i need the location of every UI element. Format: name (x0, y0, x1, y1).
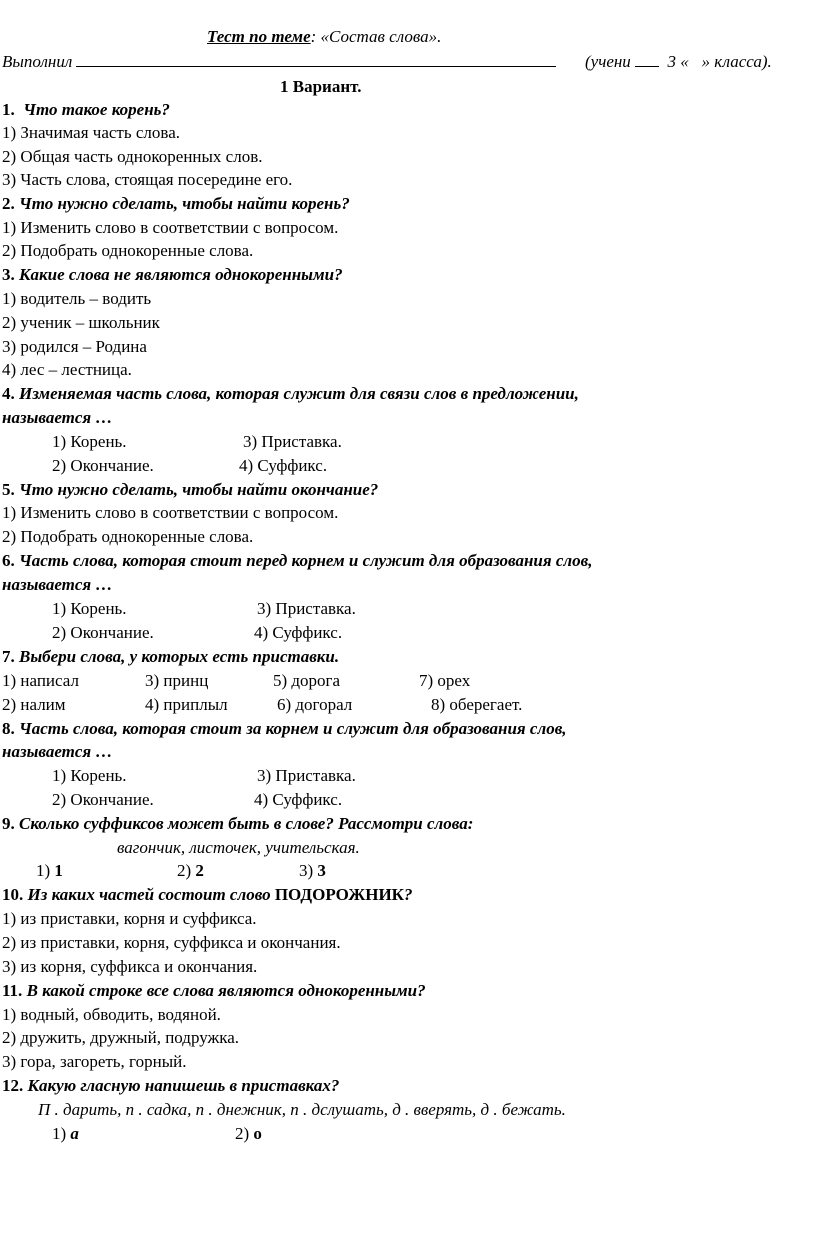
question-number: 7. (2, 647, 15, 666)
question-number: 1. (2, 100, 15, 119)
question-number: 4. (2, 384, 15, 403)
q7-option-1[interactable]: 1) написал (2, 671, 79, 690)
class-info-grade: 3 « (667, 52, 689, 71)
q7-option-3[interactable]: 3) принц (145, 671, 209, 690)
question-4 (2, 382, 579, 406)
test-title-topic: Тест по теме (207, 27, 311, 46)
q3-option-4[interactable]: 4) лес – лестница. (2, 360, 132, 379)
q6-option-4[interactable]: 4) Суффикс. (254, 623, 343, 642)
q1-option-1[interactable]: 1) Значимая часть слова. (2, 123, 180, 142)
question-11 (2, 979, 426, 1003)
question-text: Что нужно сделать, чтобы найти корень? (19, 194, 350, 213)
question-number: 3. (2, 265, 15, 284)
q4-option-1[interactable]: 1) Корень. (52, 432, 127, 451)
q1-option-3[interactable]: 3) Часть слова, стоящая посередине его. (2, 170, 293, 189)
question-text: Сколько суффиксов может быть в слове? Рассмотри слова: (19, 814, 474, 833)
q10-option-3[interactable]: 3) из корня, суффикса и окончания. (2, 957, 258, 976)
q5-option-2[interactable]: 2) Подобрать однокоренные слова. (2, 527, 254, 546)
q4-option-4[interactable]: 4) Суффикс. (239, 456, 328, 475)
question-text: Какую гласную напишешь в приставках? (27, 1076, 340, 1095)
q7-option-8[interactable]: 8) оберегает. (431, 695, 523, 714)
question-text: Часть слова, которая стоит за корнем и служит для образования слов, (19, 719, 567, 738)
question-number: 9. (2, 814, 15, 833)
q7-option-7[interactable]: 7) орех (419, 671, 471, 690)
question-12 (2, 1074, 339, 1098)
question-number: 8. (2, 719, 15, 738)
question-word: ПОДОРОЖНИК (274, 885, 405, 904)
student-ending-blank[interactable] (635, 50, 659, 67)
option-label: 1) (36, 861, 55, 880)
q11-option-3[interactable]: 3) гора, загореть, горный. (2, 1052, 187, 1071)
option-value: 2 (195, 861, 204, 880)
option-value: 3 (317, 861, 326, 880)
q12-option-1[interactable] (52, 1122, 79, 1146)
q9-option-2[interactable] (177, 859, 204, 883)
question-mark: ? (404, 885, 413, 904)
q9-option-1[interactable] (36, 859, 63, 883)
q8-option-2[interactable]: 2) Окончание. (52, 790, 154, 809)
q6-option-3[interactable]: 3) Приставка. (257, 599, 356, 618)
question-8 (2, 717, 567, 741)
q3-option-2[interactable]: 2) ученик – школьник (2, 313, 160, 332)
test-title (207, 25, 441, 49)
q2-option-2[interactable]: 2) Подобрать однокоренные слова. (2, 241, 254, 260)
question-text: Изменяемая часть слова, которая служит для связи слов в предложении, (19, 384, 579, 403)
q11-option-1[interactable]: 1) водный, обводить, водяной. (2, 1005, 221, 1024)
question-6-cont: называется … (2, 575, 113, 594)
option-label: 2) (235, 1124, 254, 1143)
question-5 (2, 478, 378, 502)
question-4-cont: называется … (2, 408, 113, 427)
question-text: Часть слова, которая стоит перед корнем и служит для образования слов, (19, 551, 593, 570)
option-label: 2) (177, 861, 196, 880)
class-info-suffix: » класса). (701, 52, 772, 71)
q3-option-1[interactable]: 1) водитель – водить (2, 289, 152, 308)
question-text: В какой строке все слова являются однокоренными? (26, 981, 426, 1000)
question-1 (2, 98, 170, 122)
question-text: Какие слова не являются однокоренными? (19, 265, 343, 284)
question-number: 6. (2, 551, 15, 570)
question-number: 10. (2, 885, 24, 904)
option-value: 1 (54, 861, 63, 880)
q4-option-3[interactable]: 3) Приставка. (243, 432, 342, 451)
question-number: 12. (2, 1076, 24, 1095)
question-9 (2, 812, 473, 836)
option-label: 1) (52, 1124, 71, 1143)
question-number: 2. (2, 194, 15, 213)
question-number: 11. (2, 981, 23, 1000)
question-8-cont: называется … (2, 742, 113, 761)
q4-option-2[interactable]: 2) Окончание. (52, 456, 154, 475)
q10-option-2[interactable]: 2) из приставки, корня, суффикса и окончания. (2, 933, 341, 952)
question-7 (2, 645, 339, 669)
option-value: а (70, 1124, 79, 1143)
option-value: о (253, 1124, 262, 1143)
q9-option-3[interactable] (299, 859, 326, 883)
q9-words: вагончик, листочек, учительская. (117, 838, 360, 857)
q1-option-2[interactable]: 2) Общая часть однокоренных слов. (2, 147, 263, 166)
q8-option-3[interactable]: 3) Приставка. (257, 766, 356, 785)
performed-by-label: Выполнил (2, 52, 73, 71)
variant-heading: 1 Вариант. (280, 77, 362, 96)
question-10 (2, 883, 413, 907)
q11-option-2[interactable]: 2) дружить, дружный, подружка. (2, 1028, 240, 1047)
question-6 (2, 549, 592, 573)
question-number: 5. (2, 480, 15, 499)
q2-option-1[interactable]: 1) Изменить слово в соответствии с вопросом. (2, 218, 339, 237)
q6-option-2[interactable]: 2) Окончание. (52, 623, 154, 642)
q12-option-2[interactable] (235, 1122, 262, 1146)
question-3 (2, 263, 343, 287)
question-2 (2, 192, 350, 216)
q7-option-6[interactable]: 6) догорал (277, 695, 353, 714)
q6-option-1[interactable]: 1) Корень. (52, 599, 127, 618)
question-text: Что такое корень? (23, 100, 170, 119)
q8-option-4[interactable]: 4) Суффикс. (254, 790, 343, 809)
question-text: Из каких частей состоит слово (27, 885, 271, 904)
question-text: Выбери слова, у которых есть приставки. (19, 647, 340, 666)
name-blank[interactable] (76, 50, 556, 67)
option-label: 3) (299, 861, 318, 880)
q8-option-1[interactable]: 1) Корень. (52, 766, 127, 785)
q3-option-3[interactable]: 3) родился – Родина (2, 337, 147, 356)
q7-option-5[interactable]: 5) дорога (273, 671, 341, 690)
q12-words: П . дарить, п . садка, п . днежник, п . дслушать, д . вверять, д . бежать. (38, 1100, 566, 1119)
class-info-student: (учени (585, 52, 631, 71)
question-text: Что нужно сделать, чтобы найти окончание? (19, 480, 379, 499)
q7-option-4[interactable]: 4) приплыл (145, 695, 228, 714)
test-title-name: : «Состав слова». (310, 27, 442, 46)
q5-option-1[interactable]: 1) Изменить слово в соответствии с вопросом. (2, 503, 339, 522)
class-info (585, 50, 772, 74)
q10-option-1[interactable]: 1) из приставки, корня и суффикса. (2, 909, 257, 928)
q7-option-2[interactable]: 2) налим (2, 695, 66, 714)
performed-by-line (2, 50, 556, 74)
